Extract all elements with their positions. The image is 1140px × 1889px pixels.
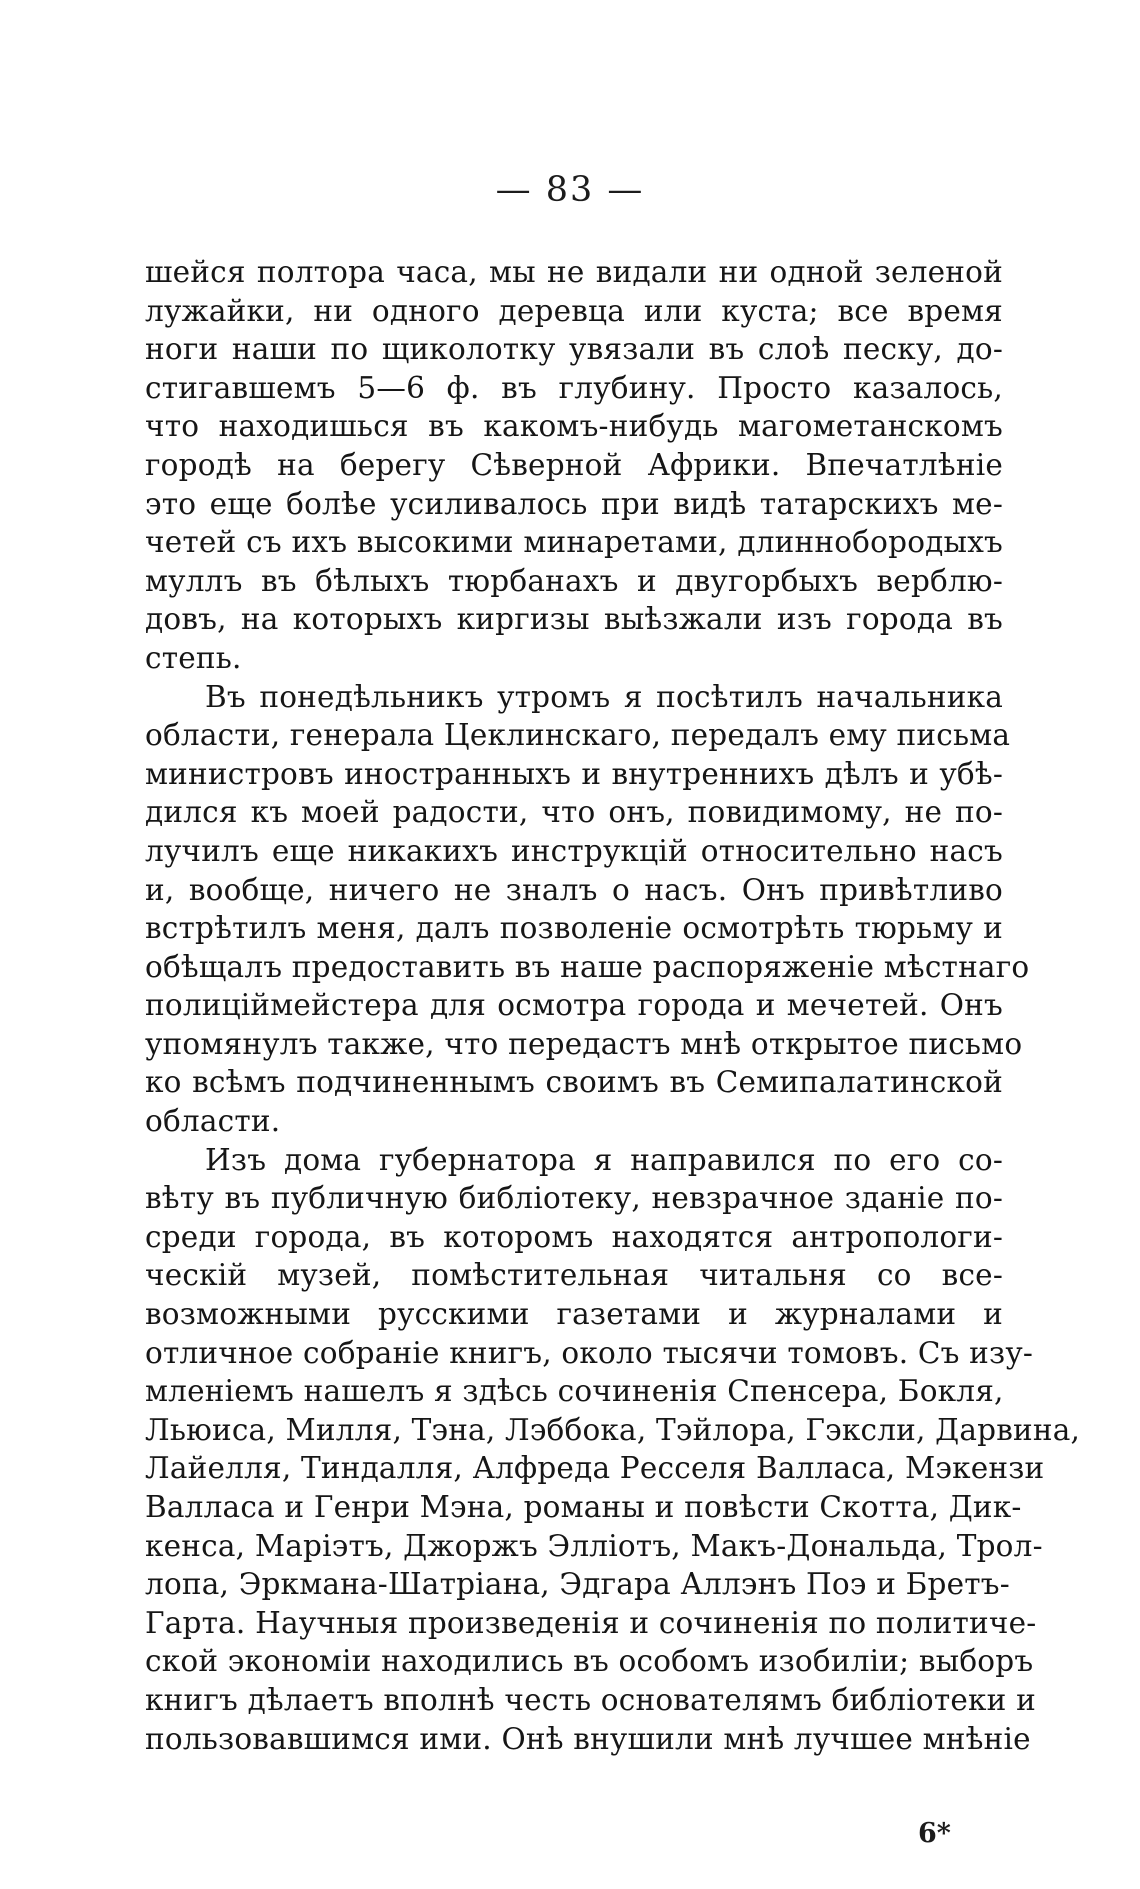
text-line: шейся полтора часа, мы не видали ни одной зеленой [145, 255, 1003, 289]
text-line: и, вообще, ничего не зналъ о насъ. Онъ привѣтливо [145, 872, 1003, 907]
paragraph-start-line: Изъ дома губернатора я направился по его со- [205, 1142, 1003, 1177]
text-line: области, генерала Цеклинскаго, передалъ ему письма [145, 718, 1011, 753]
text-line: ской экономіи находились въ особомъ изобиліи; выборъ [145, 1644, 1034, 1679]
page-number: — 83 — [495, 170, 645, 210]
paragraph-end-line: области. [145, 1104, 281, 1139]
text-line: четей съ ихъ высокими минаретами, длиннобородыхъ [145, 525, 1003, 560]
text-line: министровъ иностранныхъ и внутреннихъ дѣлъ и убѣ- [145, 756, 1003, 791]
text-line: стигавшемъ 5—6 ф. въ глубину. Просто казалось, [145, 370, 1003, 405]
text-line: кенса, Маріэтъ, Джоржъ Эллiотъ, Макъ-Дональда, Трол- [145, 1528, 1043, 1563]
text-line: вѣту въ публичную библіотеку, невзрачное зданіе по- [145, 1181, 1003, 1216]
text-line: мленіемъ нашелъ я здѣсь сочиненія Спенсера, Бокля, [145, 1374, 1004, 1409]
text-line: муллъ въ бѣлыхъ тюрбанахъ и двугорбыхъ верблю- [145, 563, 1003, 598]
text-line: городѣ на берегу Сѣверной Африки. Впечатлѣніе [145, 447, 1003, 482]
text-line: Гарта. Научныя произведенія и сочиненія по политиче- [145, 1605, 1037, 1640]
text-line: довъ, на которыхъ киргизы выѣзжали изъ города въ [145, 602, 1003, 637]
text-line: лучилъ еще никакихъ инструкцій относительно насъ [145, 833, 1003, 868]
text-line: это еще болѣе усиливалось при видѣ татарскихъ ме- [145, 486, 1003, 521]
text-line: встрѣтилъ меня, далъ позволеніе осмотрѣть тюрьму и [145, 911, 1003, 946]
printer-signature-mark: 6* [918, 1818, 951, 1849]
text-line: ко всѣмъ подчиненнымъ своимъ въ Семипалатинской [145, 1065, 1003, 1100]
text-line: Льюиса, Милля, Тэна, Лэббока, Тэйлора, Гэксли, Дарвина, [145, 1412, 1081, 1447]
text-line: полиціймейстера для осмотра города и мечетей. Онъ [145, 988, 1003, 1023]
text-line: обѣщалъ предоставить въ наше распоряженіе мѣстнаго [145, 949, 1030, 984]
text-line: упомянулъ также, что передастъ мнѣ открытое письмо [145, 1026, 1023, 1061]
paragraph-start-line: Въ понедѣльникъ утромъ я посѣтилъ начальника [205, 679, 1003, 714]
text-line: отличное собраніе книгъ, около тысячи томовъ. Съ изу- [145, 1335, 1034, 1370]
text-line: возможными русскими газетами и журналами и [145, 1297, 1003, 1332]
text-line: лужайки, ни одного деревца или куста; все время [145, 293, 1003, 328]
paragraph-end-line: степь. [145, 640, 242, 675]
text-line: дился къ моей радости, что онъ, повидимому, не по- [145, 795, 1003, 830]
text-line: книгъ дѣлаетъ вполнѣ честь основателямъ библіотеки и [145, 1682, 1036, 1717]
text-line: Лайелля, Тиндалля, Алфреда Ресселя Валласа, Мэкензи [145, 1451, 1045, 1486]
body-text [145, 253, 1081, 1758]
text-line: лопа, Эркмана-Шатріана, Эдгара Аллэнъ Поэ и Бретъ- [145, 1567, 1010, 1602]
text-line: что находишься въ какомъ-нибудь магометанскомъ [145, 409, 1003, 444]
text-line: ноги наши по щиколотку увязали въ слоѣ песку, до- [145, 332, 1003, 367]
text-line: Валласа и Генри Мэна, романы и повѣсти Скотта, Дик- [145, 1490, 1022, 1524]
text-line: пользовавшимся ими. Онѣ внушили мнѣ лучшее мнѣніе [145, 1721, 1031, 1756]
text-line: среди города, въ которомъ находятся антропологи- [145, 1219, 1003, 1254]
text-line: ческій музей, помѣстительная читальня со все- [145, 1258, 1003, 1293]
